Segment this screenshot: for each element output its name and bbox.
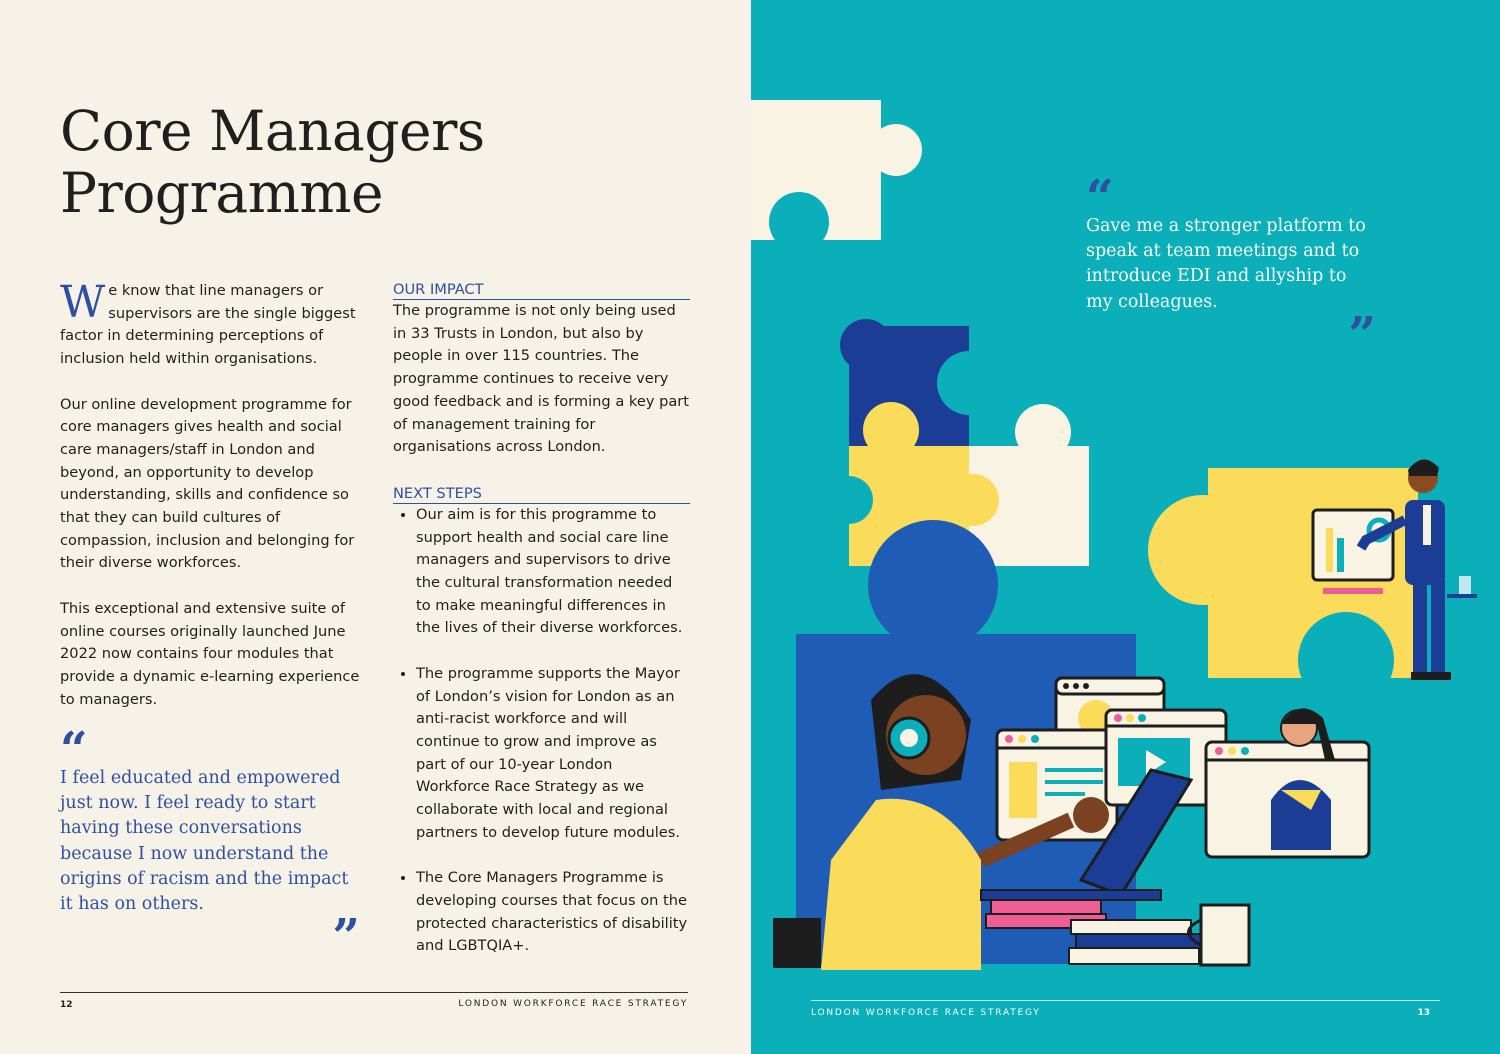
- list-item: • Our aim is for this programme to support health and social care line managers and supervisors to drive the cultural transformation needed to make meaningful differences in the lives of their diverse workforces.: [416, 504, 690, 640]
- impact-heading: OUR IMPACT: [393, 280, 690, 300]
- pull-quote-text: Gave me a stronger platform to speak at team meetings and to introduce EDI and allyship to my colleagues.: [1086, 216, 1366, 312]
- next-steps-heading: NEXT STEPS: [393, 484, 690, 504]
- close-quote-icon: ”: [1348, 306, 1376, 363]
- footer-right: [811, 1000, 1440, 1018]
- pull-quote-right: [1086, 170, 1376, 363]
- cream-puzzle-piece-top: [751, 100, 922, 252]
- open-quote-icon: “: [1086, 170, 1114, 226]
- body-column-2: [393, 280, 690, 981]
- page-number: 13: [1417, 1008, 1430, 1018]
- presentation-monitor: [1313, 510, 1393, 594]
- intro-paragraph: [60, 277, 365, 371]
- footer-title: LONDON WORKFORCE RACE STRATEGY: [458, 999, 688, 1009]
- next-steps-list: [393, 504, 690, 958]
- drop-cap: W: [60, 277, 106, 328]
- paragraph-3: This exceptional and extensive suite of online courses originally launched June 2022 now contains four modules that provide a dynamic e-learning experience to managers.: [60, 599, 360, 708]
- impact-text: The programme is not only being used in 33 Trusts in London, but also by people in over 115 countries. The programme continues to receive very good feedback and is forming a key part of management training for organisations across London.: [393, 302, 690, 456]
- intro-text: e know that line managers or supervisors are the single biggest factor in determining perceptions of inclusion held within organisations.: [60, 282, 356, 368]
- paragraph-2: Our online development programme for core managers gives health and social care managers/staff in London and beyond, an opportunity to develop understanding, skills and confidence so that they can build cultures of compassion, inclusion and belonging for their diverse workforces.: [60, 395, 355, 572]
- list-item: • The programme supports the Mayor of London’s vision for London as an anti-racist workforce and will continue to grow and improve as part of our 10-year London Workforce Race Strategy as we collaborate with local and regional partners to develop future modules.: [416, 663, 690, 845]
- chair: [773, 918, 821, 968]
- close-quote-icon: ”: [332, 909, 360, 966]
- page-number: 12: [60, 1000, 73, 1010]
- pull-quote-left: [60, 722, 360, 966]
- title-line-2: Programme: [60, 161, 384, 225]
- video-call-window: [1206, 708, 1369, 857]
- body-column-1: [60, 277, 365, 734]
- puzzle-illustration: [751, 0, 1500, 1054]
- footer-title: LONDON WORKFORCE RACE STRATEGY: [811, 1008, 1041, 1018]
- list-item: • The Core Managers Programme is developing courses that focus on the protected characteristics of disability and LGBTQIA+.: [416, 867, 690, 958]
- right-page: [751, 0, 1500, 1054]
- page-title: [60, 100, 485, 224]
- footer-left: [60, 992, 688, 1010]
- pull-quote-text: I feel educated and empowered just now. I feel ready to start having these conversations because I now understand the origins of racism and the impact it has on others.: [60, 768, 349, 915]
- open-quote-icon: “: [60, 722, 88, 778]
- title-line-1: Core Managers: [60, 99, 485, 163]
